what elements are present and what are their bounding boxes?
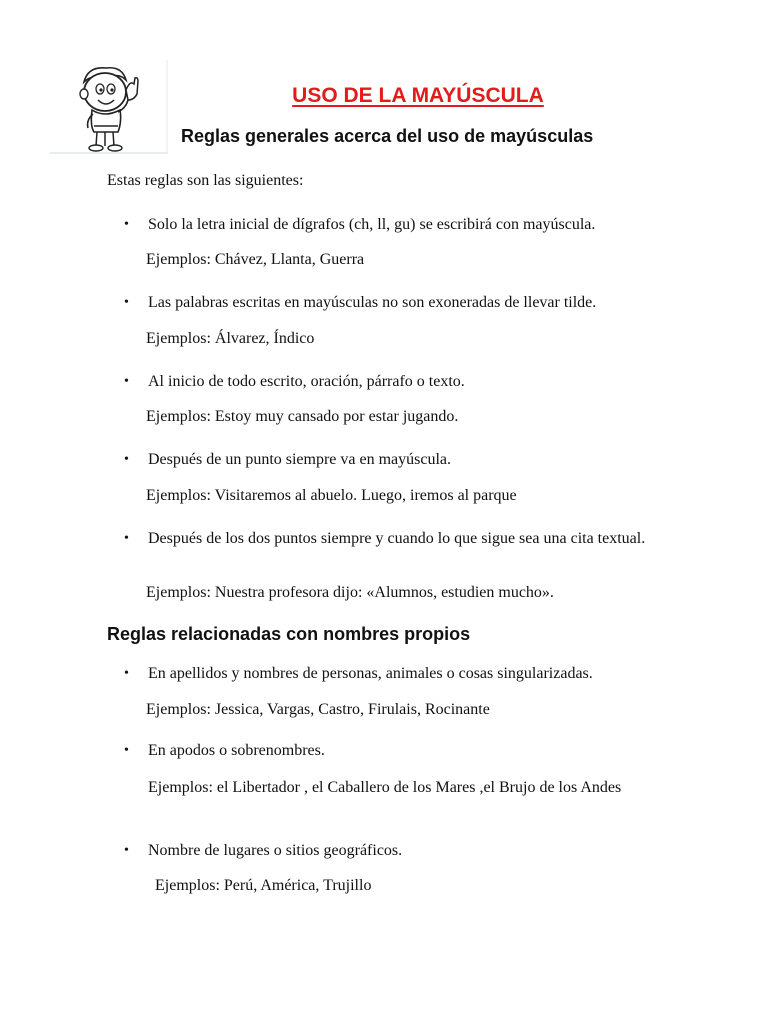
cartoon-boy-pointing-icon [50,60,168,156]
list-item [124,664,664,683]
intro-text: Estas reglas son las siguientes: [107,172,304,189]
list-item [124,841,664,860]
example-text: Ejemplos: Álvarez, Índico [146,330,315,347]
section-subtitle-general: Reglas generales acerca del uso de mayúsculas [181,126,594,146]
list-item [124,372,664,391]
list-item [124,741,664,760]
list-item [124,215,664,234]
bullet-icon: • [124,295,129,310]
bullet-icon: • [124,452,129,467]
list-item [124,293,664,312]
rule-text: Después de un punto siempre va en mayúscula. [148,451,452,468]
rule-text: En apellidos y nombres de personas, animales o cosas singularizadas. [148,665,593,682]
bullet-icon: • [124,843,129,858]
example-text: Ejemplos: Perú, América, Trujillo [155,877,372,894]
section-heading-proper-names: Reglas relacionadas con nombres propios [107,624,471,644]
rule-text: Las palabras escritas en mayúsculas no son exoneradas de llevar tilde. [148,294,597,311]
example-text: Ejemplos: Jessica, Vargas, Castro, Firulais, Rocinante [146,701,490,718]
example-text: Ejemplos: Chávez, Llanta, Guerra [146,251,365,268]
rule-text: Nombre de lugares o sitios geográficos. [148,842,403,859]
bullet-icon: • [124,217,129,232]
list-item [124,450,664,469]
bullet-icon: • [124,666,129,681]
rule-text: Solo la letra inicial de dígrafos (ch, ll, gu) se escribirá con mayúscula. [148,216,596,233]
example-text: Ejemplos: Estoy muy cansado por estar jugando. [146,408,459,425]
example-text: Ejemplos: Visitaremos al abuelo. Luego, iremos al parque [146,487,517,504]
bullet-icon: • [124,374,129,389]
rule-text: Al inicio de todo escrito, oración, párrafo o texto. [148,373,465,390]
rule-text: En apodos o sobrenombres. [148,742,325,759]
list-item [124,529,654,548]
example-text: Ejemplos: el Libertador , el Caballero de los Mares ,el Brujo de los Andes [148,779,622,796]
bullet-icon: • [124,531,129,546]
rule-text: Después de los dos puntos siempre y cuando lo que sigue sea una cita textual. [148,530,646,547]
document-title: USO DE LA MAYÚSCULA [292,84,544,107]
example-text: Ejemplos: Nuestra profesora dijo: «Alumnos, estudien mucho». [146,584,554,601]
bullet-icon: • [124,743,129,758]
